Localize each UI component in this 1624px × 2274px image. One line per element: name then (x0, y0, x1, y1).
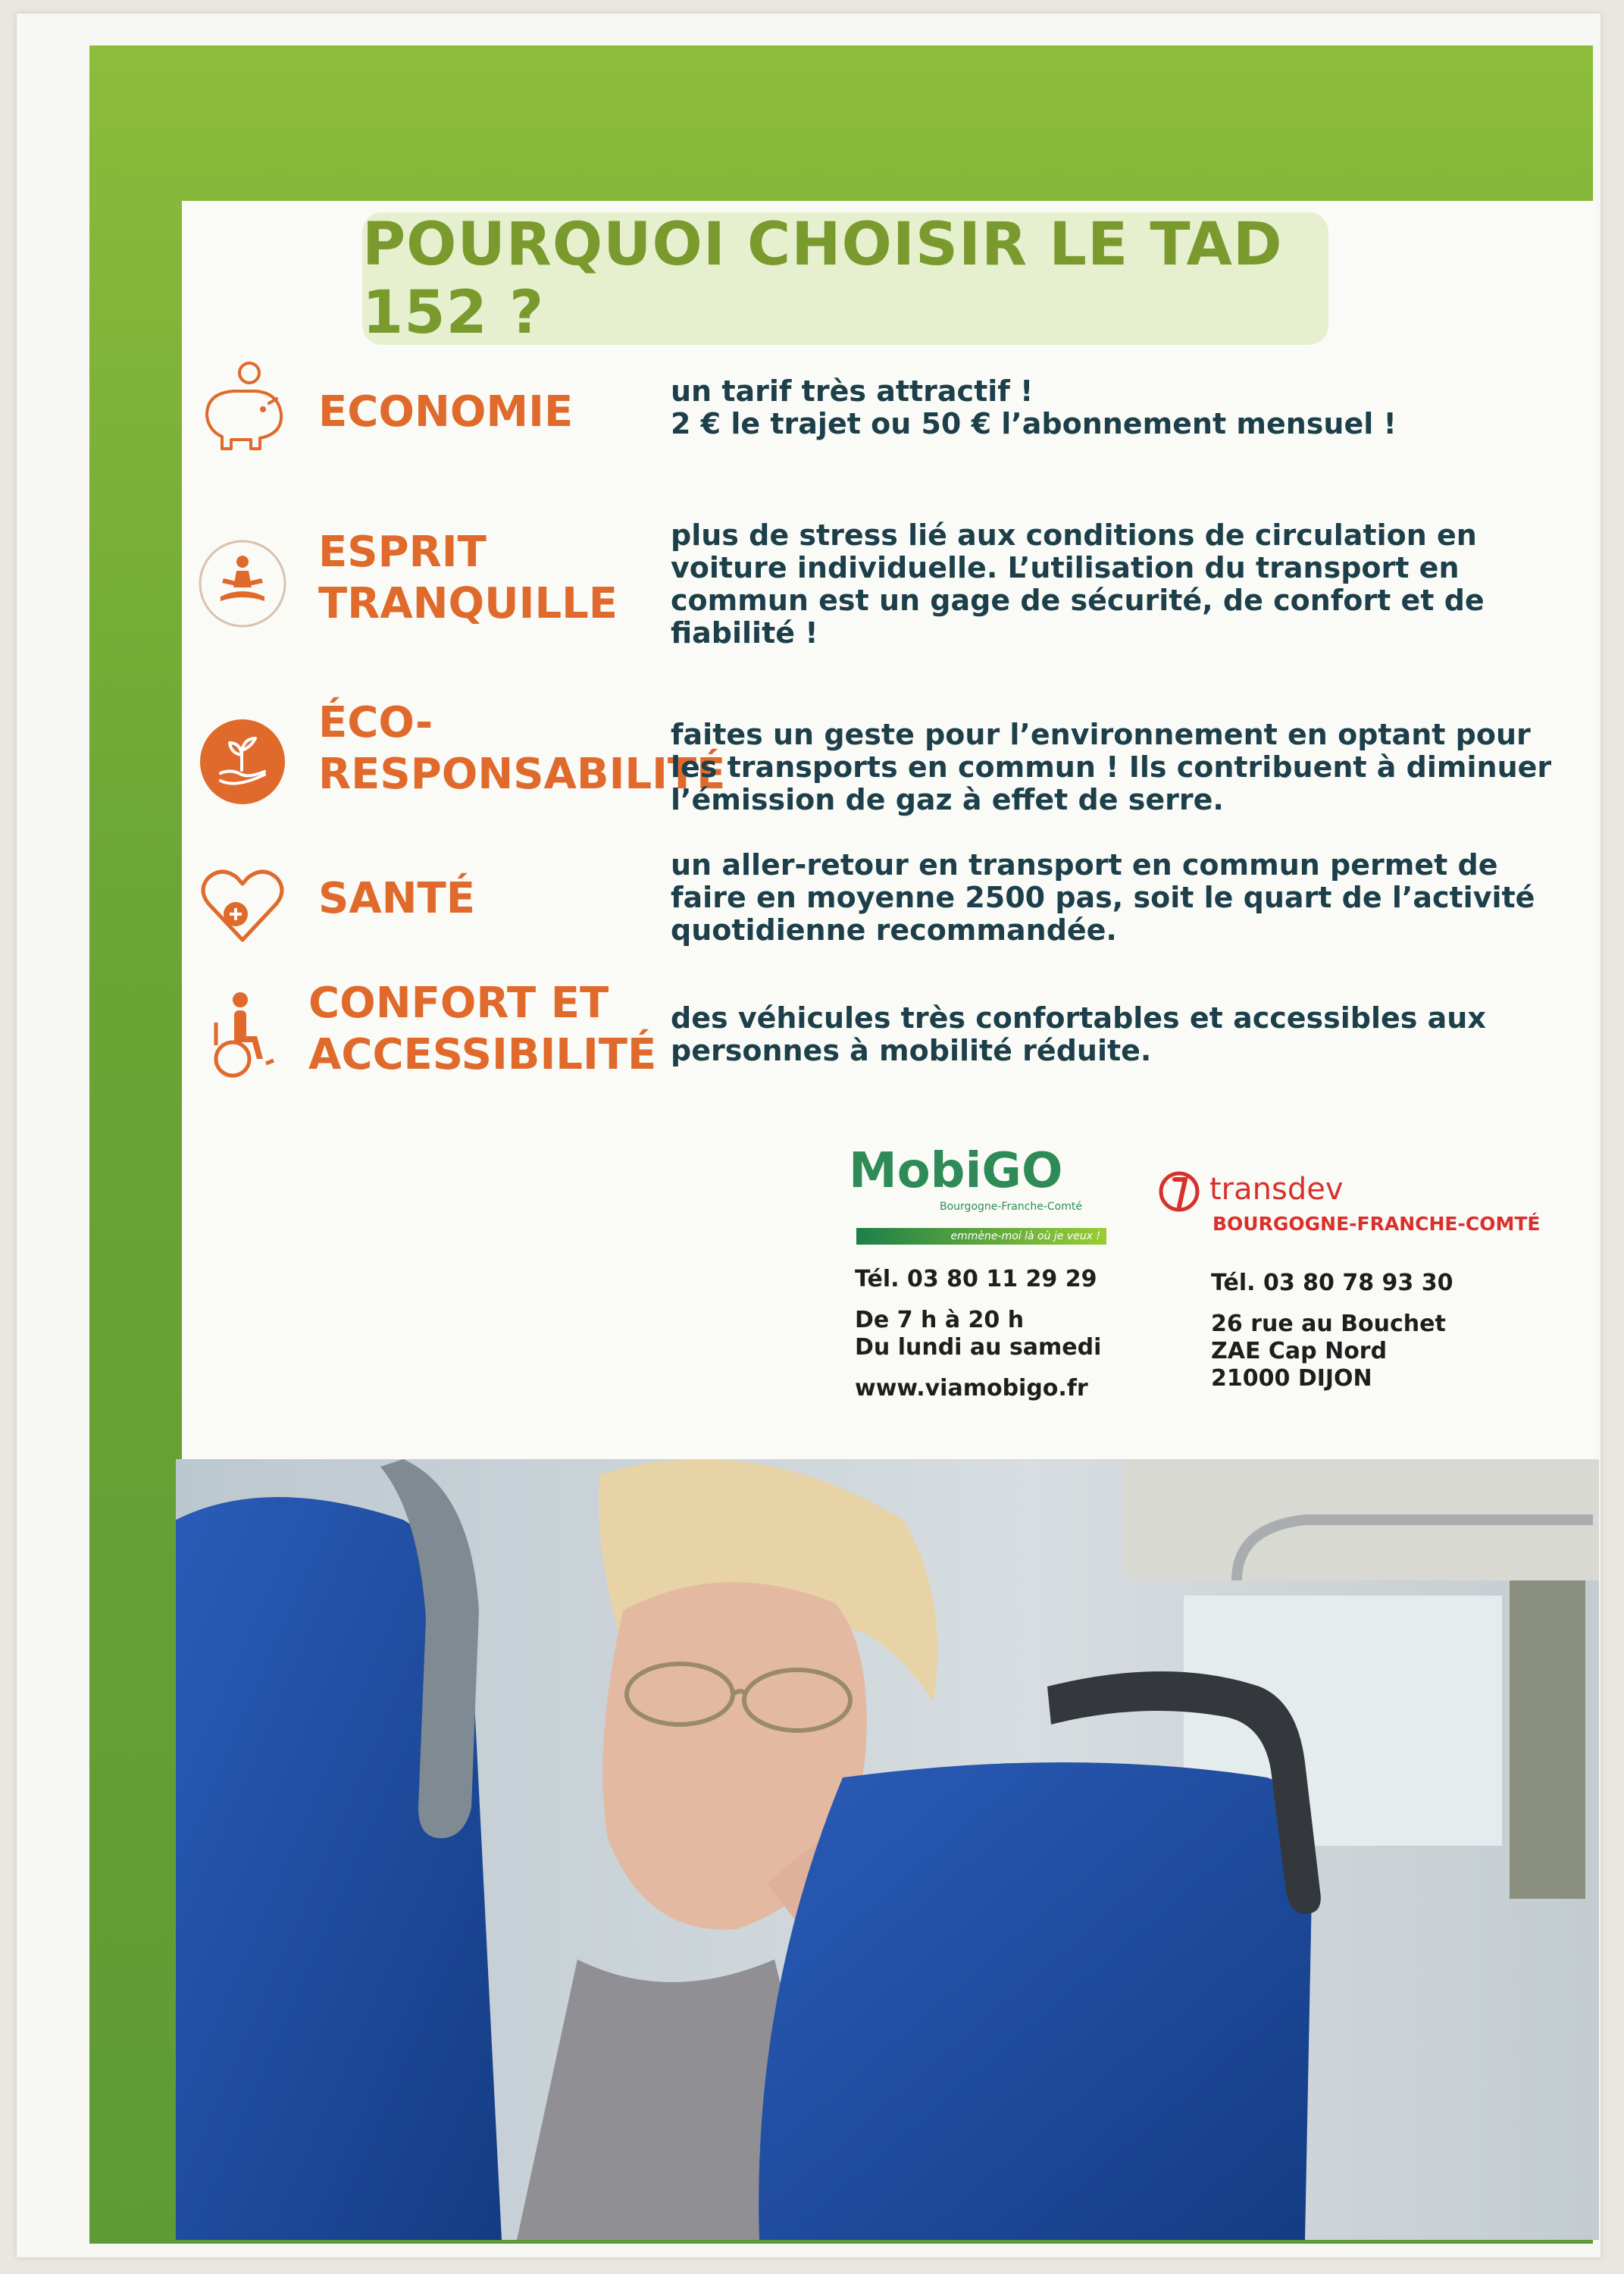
transdev-address-line: 26 rue au Bouchet (1211, 1311, 1446, 1337)
mobigo-days: Du lundi au samedi (855, 1334, 1102, 1361)
benefit-eco-responsabilite (193, 697, 1580, 819)
benefit-desc-line: un aller-retour en transport en commun permet de (671, 848, 1498, 882)
mobigo-contact (855, 1266, 1101, 1402)
benefit-sante (193, 849, 1580, 963)
transdev-address-line: 21000 DIJON (1211, 1365, 1372, 1392)
heart-plus-icon (193, 857, 292, 955)
transdev-contact (1211, 1270, 1453, 1392)
benefit-economie (193, 356, 1580, 470)
benefit-desc-line: plus de stress lié aux conditions de circulation en (671, 518, 1477, 552)
transdev-swirl-icon (1158, 1170, 1203, 1213)
mobigo-logo-subtitle: Bourgogne-Franche-Comté (940, 1201, 1082, 1213)
benefit-desc-line: un tarif très attractif ! (671, 374, 1034, 408)
mobigo-logo (849, 1145, 1106, 1247)
bus-passenger-photo (176, 1459, 1599, 2240)
benefit-label-line: ACCESSIBILITÉ (308, 1030, 657, 1079)
mobigo-phone: Tél. 03 80 11 29 29 (855, 1266, 1097, 1292)
benefit-desc-line: des véhicules très confortables et accessibles aux (671, 1001, 1486, 1035)
mobigo-logo-tagline: emmène-moi là où je veux ! (856, 1228, 1106, 1245)
benefit-label-line: RESPONSABILITÉ (318, 750, 726, 799)
benefit-desc-line: faites un geste pour l’environnement en optant pour (671, 718, 1531, 751)
benefit-desc-line: quotidienne recommandée. (671, 913, 1117, 947)
benefit-label-line: SANTÉ (318, 874, 475, 923)
mobigo-hours: De 7 h à 20 h (855, 1307, 1025, 1333)
transdev-region: BOURGOGNE-FRANCHE-COMTÉ (1213, 1213, 1541, 1235)
benefit-label-line: ESPRIT (318, 528, 487, 577)
benefit-desc-line: les transports en commun ! Ils contribuent à diminuer (671, 750, 1552, 784)
benefit-desc-line: voiture individuelle. L’utilisation du transport en (671, 551, 1460, 584)
bus-passenger-illustration (176, 1459, 1599, 2240)
benefit-label-line: ECONOMIE (318, 387, 574, 437)
page-title: POURQUOI CHOISIR LE TAD 152 ? (362, 210, 1283, 347)
benefit-esprit-tranquille (193, 519, 1580, 656)
wheelchair-icon (193, 989, 292, 1088)
transdev-logo (1158, 1167, 1552, 1243)
benefit-desc-line: l’émission de gaz à effet de serre. (671, 783, 1224, 816)
benefit-confort-accessibilite (193, 978, 1580, 1099)
transdev-address-line: ZAE Cap Nord (1211, 1338, 1388, 1364)
benefit-label-line: ÉCO- (318, 698, 433, 747)
mobigo-logo-text: MobiGO (849, 1143, 1063, 1199)
benefit-desc-line: faire en moyenne 2500 pas, soit le quart de l’activité (671, 881, 1535, 914)
benefit-label-line: CONFORT ET (308, 979, 609, 1028)
benefit-desc-line: fiabilité ! (671, 616, 818, 650)
transdev-logo-text: transdev (1209, 1172, 1344, 1207)
benefit-desc-line: personnes à mobilité réduite. (671, 1034, 1152, 1067)
meditation-icon (193, 534, 292, 633)
plant-in-hand-icon (193, 713, 292, 811)
benefit-label-line: TRANQUILLE (318, 579, 618, 628)
benefit-desc-line: commun est un gage de sécurité, de confort et de (671, 584, 1485, 617)
title-banner (362, 212, 1328, 345)
mobigo-website[interactable]: www.viamobigo.fr (855, 1375, 1088, 1402)
benefit-desc-line: 2 € le trajet ou 50 € l’abonnement mensuel ! (671, 407, 1397, 440)
piggy-bank-icon (193, 356, 292, 455)
transdev-phone: Tél. 03 80 78 93 30 (1211, 1270, 1453, 1296)
